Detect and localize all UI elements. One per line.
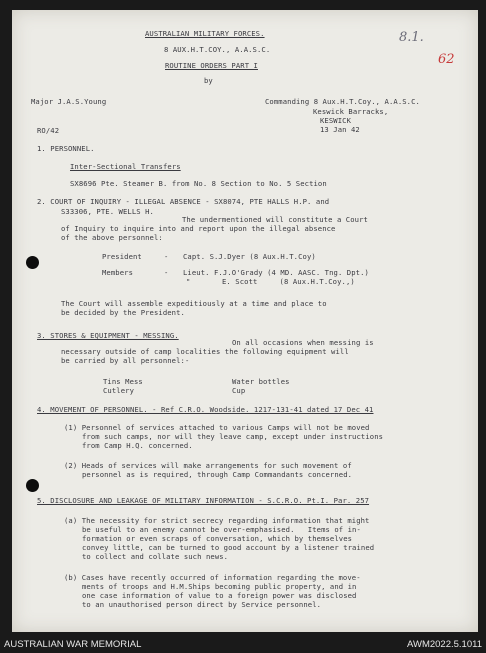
equipment-item: Tins Mess <box>103 377 143 386</box>
section-4-text: from Camp H.Q. concerned. <box>82 441 193 450</box>
header-by: by <box>204 76 213 85</box>
issuer-name: Major J.A.S.Young <box>31 97 107 106</box>
members-label: Members <box>102 268 133 277</box>
section-1-subheading: Inter-Sectional Transfers <box>70 162 181 171</box>
president-dash: - <box>164 252 169 261</box>
section-5-text: one case information of value to a foreign power was disclosed <box>82 591 357 600</box>
section-4-text: from such camps, nor will they leave camp, except under instructions <box>82 432 384 441</box>
section-5-text: to an unauthorised person direct by Service personnel. <box>82 600 322 609</box>
section-1-text: SX8696 Pte. Steamer B. from No. 8 Section to No. 5 Section <box>70 179 327 188</box>
section-4-heading: 4. MOVEMENT OF PERSONNEL. - Ref C.R.O. Woodside. 1217-131-41 dated 17 Dec 41 <box>37 405 374 414</box>
section-1-heading: 1. PERSONNEL. <box>37 144 95 153</box>
issuer-command: Commanding 8 Aux.H.T.Coy., A.A.S.C. <box>265 97 420 106</box>
section-5-text: to collect and collate such news. <box>82 552 229 561</box>
equipment-item: Cup <box>232 386 246 395</box>
president-value: Capt. S.J.Dyer (8 Aux.H.T.Coy) <box>183 252 316 261</box>
members-value: Lieut. F.J.O'Grady (4 MD. AASC. Tng. Dpt.) <box>183 268 369 277</box>
members-dash: - <box>164 268 169 277</box>
header-title: AUSTRALIAN MILITARY FORCES. <box>145 29 265 38</box>
order-number: RO/42 <box>37 126 60 135</box>
section-2-text: The undermentioned will constitute a Court <box>182 215 368 224</box>
issuer-town: KESWICK <box>320 116 351 125</box>
equipment-item: Cutlery <box>103 386 134 395</box>
members-ditto: " <box>186 277 191 286</box>
document-page <box>12 10 478 632</box>
section-2-text: The Court will assemble expeditiously at a time and place to <box>61 299 327 308</box>
section-3-text: On all occasions when messing is <box>232 338 374 347</box>
section-2-text: of Inquiry to inquire into and report upon the illegal absence <box>61 224 336 233</box>
section-5-text: (b) Cases have recently occurred of information regarding the move- <box>64 573 361 582</box>
section-4-text: personnel as is required, through Camp Commandants concerned. <box>82 470 353 479</box>
handwritten-folio-number: 62 <box>438 52 455 67</box>
section-2-text: S33306, PTE. WELLS H. <box>61 207 154 216</box>
header-orders: ROUTINE ORDERS PART I <box>165 61 258 70</box>
footer-accession-number: AWM2022.5.1011 <box>407 639 482 650</box>
section-2-text: of the above personnel: <box>61 233 163 242</box>
punch-hole <box>26 479 39 492</box>
section-3-text: necessary outside of camp localities the following equipment will <box>61 347 349 356</box>
section-4-text: (2) Heads of services will make arrangements for such movement of <box>64 461 352 470</box>
issuer-date: 13 Jan 42 <box>320 125 360 134</box>
members-value: E. Scott (8 Aux.H.T.Coy.,) <box>222 277 355 286</box>
section-5-text: convey little, can be turned to good account by a listener trained <box>82 543 375 552</box>
footer-institution: AUSTRALIAN WAR MEMORIAL <box>4 639 142 650</box>
section-2-text: be decided by the President. <box>61 308 185 317</box>
section-5-text: ments of troops and H.M.Ships becoming public property, and in <box>82 582 357 591</box>
section-5-text: formation or even scraps of conversation, which by themselves <box>82 534 353 543</box>
section-3-text: be carried by all personnel:- <box>61 356 190 365</box>
footer-bar <box>0 636 486 653</box>
section-5-text: be useful to an enemy cannot be over-emphasised. Items of in- <box>82 525 361 534</box>
issuer-barracks: Keswick Barracks, <box>313 107 389 116</box>
section-3-heading: 3. STORES & EQUIPMENT - MESSING. <box>37 331 179 340</box>
section-5-heading: 5. DISCLOSURE AND LEAKAGE OF MILITARY INFORMATION - S.C.R.O. Pt.I. Par. 257 <box>37 496 370 505</box>
section-2-heading: 2. COURT OF INQUIRY - ILLEGAL ABSENCE - SX8074, PTE HALLS H.P. and <box>37 197 330 206</box>
section-4-text: (1) Personnel of services attached to various Camps will not be moved <box>64 423 370 432</box>
president-label: President <box>102 252 142 261</box>
handwritten-mark: 8.1. <box>399 30 424 45</box>
equipment-item: Water bottles <box>232 377 290 386</box>
section-5-text: (a) The necessity for strict secrecy regarding information that might <box>64 516 370 525</box>
punch-hole <box>26 256 39 269</box>
header-unit: 8 AUX.H.T.COY., A.A.S.C. <box>164 45 271 54</box>
